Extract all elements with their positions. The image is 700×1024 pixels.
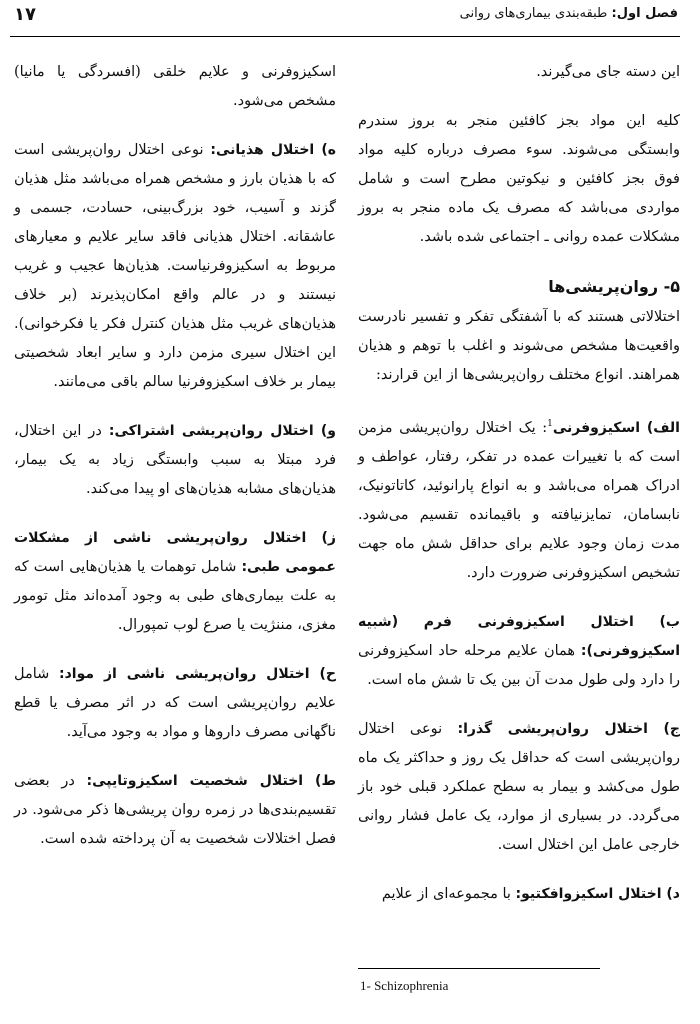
footnote-marker: 1 [547,419,553,429]
paragraph-schizophrenia [358,410,680,588]
text-schizophreniform: همان علایم مرحله حاد اسکیزوفرنی را دارد ولی طول مدت آن بین یک تا شش ماه است. [358,642,680,688]
paragraph-substance-psychotic [14,660,336,747]
text-schizoaffective: با مجموعه‌ای از علایم [381,885,516,902]
text-brief-psychotic: نوعی اختلال روان‌پریشی است که حداقل یک روز و حداکثر یک ماه طول می‌کشد و بیمار به سطح عملکرد قبلی خود باز می‌گردد. در بسیاری از موارد، یک عامل فشار روانی خارجی عامل این اختلال است. [358,720,680,853]
paragraph-brief-psychotic [358,715,680,860]
paragraph-intro-continuation: این دسته جای می‌گیرند. [536,64,680,80]
term-brief-psychotic: ج) اختلال روان‌پریشی گذرا: [457,720,680,737]
text-medical-psychotic: شامل توهمات یا هذیان‌هایی است که به علت بیماری‌های طبی به وجود آمده‌اند مثل تومور مغزی، مننژیت یا صرع لوب تمپورال. [14,559,336,633]
term-schizoaffective: د) اختلال اسکیزوافکتیو: [515,885,680,902]
header-divider [10,36,680,37]
term-schizotypal: ط) اختلال شخصیت اسکیزوتایپی: [86,773,336,789]
running-head [460,6,678,21]
paragraph-schizotypal [14,767,336,854]
paragraph-substance-dependence: کلیه این مواد بجز کافئین منجر به بروز سندرم وابستگی می‌شوند. سوء مصرف درباره کلیه مواد فوق بجز کافئین و نیکوتین مطرح است و شامل مواردی می‌باشد که مصرف یک ماده منجر به بروز مشکلات عمده روانی ـ اجتماعی شده باشد. [358,113,680,245]
chapter-title: طبقه‌بندی بیماری‌های روانی [459,6,608,21]
paragraph-psychoses-intro: اختلالاتی هستند که با آشفتگی تفکر و تفسیر نادرست واقعیت‌ها مشخص می‌شوند و اغلب با توهم و هذیان همراهند. انواع مختلف روان‌پریشی‌ها از این قرارند: [358,309,680,383]
paragraph-schizophreniform [358,608,680,695]
right-column [358,58,680,929]
text-substance-psychotic: شامل علایم روان‌پریشی است که در اثر مصرف یا قطع ناگهانی مصرف داروها و مواد به وجود می‌آید. [14,666,336,740]
term-shared-psychotic: و) اختلال روان‌پریشی اشتراکی: [108,423,336,439]
paragraph-medical-psychotic [14,524,336,640]
text-schizophrenia: : یک اختلال روان‌پریشی مزمن است که با تغییرات عمده در تفکر، رفتار، عواطف و ادراک همراه می‌باشد و به انواع پارانوئید، کاتاتونیک، نابسامان، تمایزنیافته و باقیمانده تقسیم می‌شود. مدت زمان وجود علایم برای حداقل شش ماه جهت تشخیص اسکیزوفرنی ضرورت دارد. [358,419,680,581]
text-schizotypal: در بعضی تقسیم‌بندی‌ها در زمره روان پریشی‌ها ذکر می‌شود. در فصل اختلالات شخصیت به آن پرداخته شده است. [14,773,336,847]
text-shared-psychotic: در این اختلال، فرد مبتلا به سبب وابستگی زیاد به یک بیمار، هذیان‌های مشابه هذیان‌های او پیدا می‌کند. [14,423,336,497]
footnote: 1- Schizophrenia [360,978,449,993]
page-number: ۱۷ [14,4,36,25]
term-schizophrenia: الف) اسکیزوفرنی [552,419,680,436]
term-medical-psychotic: ز) اختلال روان‌پریشی ناشی از مشکلات عمومی طبی: [14,530,336,575]
text-delusional: نوعی اختلال روان‌پریشی است که با هذیان بارز و مشخص همراه می‌باشد مثل هذیان گزند و آسیب، خود بزرگ‌بینی، حسادت، جسمی و عاشقانه. اختلال هذیانی فاقد سایر علایم و معیارهای مربوط به اسکیزوفرنیاست. هذیان‌ها عجیب و غریب نیستند و در عالم واقع امکان‌پذیرند (بر خلاف هذیان‌های غریب مثل هذیان کنترل فکر یا فکرخوانی). این اختلال سیری مزمن دارد و سایر ابعاد شخصیتی بیمار بر خلاف اسکیزوفرنیا سالم باقی می‌مانند. [14,142,336,390]
paragraph-schizoaffective-continuation: اسکیزوفرنی و علایم خلقی (افسردگی یا مانیا) مشخص می‌شود. [14,64,336,109]
paragraph-delusional [14,136,336,397]
term-delusional: ه) اختلال هذیانی: [210,142,336,158]
term-schizophreniform: ب) اختلال اسکیزوفرنی فرم (شبیه اسکیزوفرنی): [358,613,680,659]
left-column [14,58,336,874]
term-substance-psychotic: ح) اختلال روان‌پریشی ناشی از مواد: [58,666,336,682]
paragraph-shared-psychotic [14,417,336,504]
chapter-label: فصل اول: [611,6,678,21]
section-heading-psychoses: ۵- روان‌پریشی‌ها [548,277,680,296]
page-header [14,6,678,30]
paragraph-schizoaffective [358,880,680,909]
footnote-divider [358,968,600,969]
